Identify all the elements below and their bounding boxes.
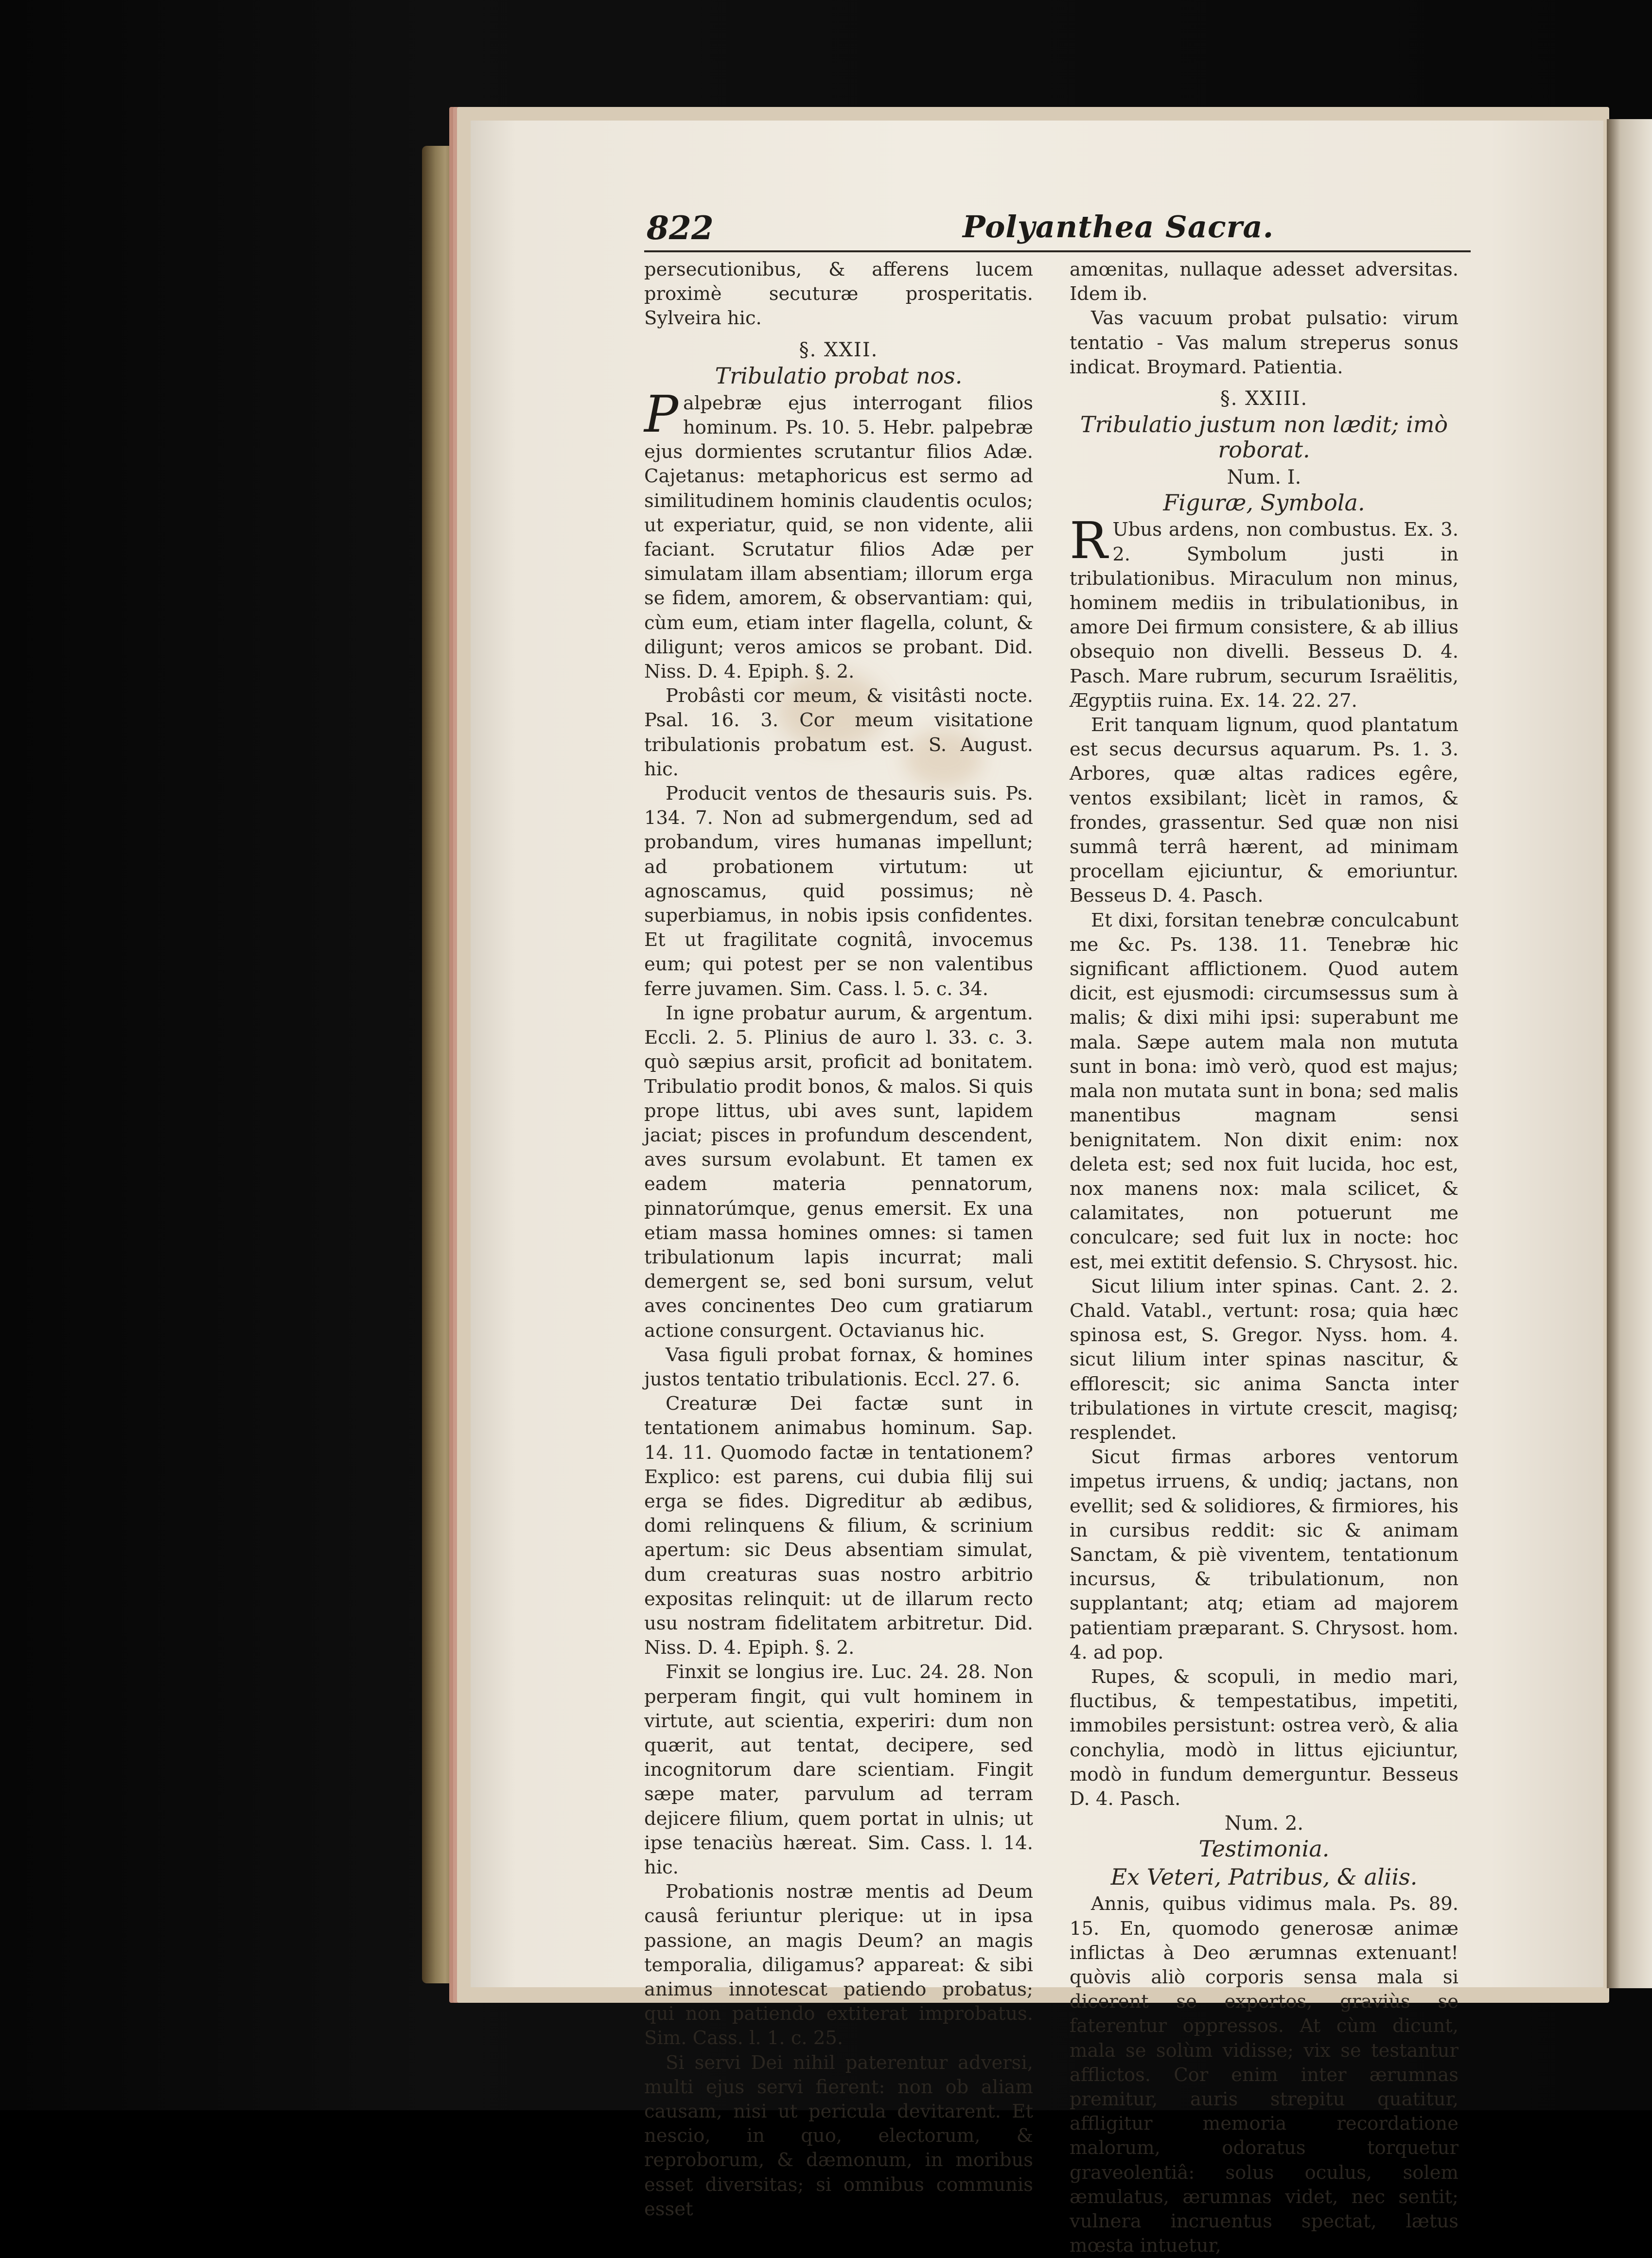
paragraph: Si servi Dei nihil paterentur adversi, multi ejus servi fierent: non ob aliam causam, nisi ut pericula devitarent. Et nescio, in quo, electorum, & reproborum, & dæmonum, in moribus esset diversitas; si omnibus communis esset: [644, 2051, 1033, 2220]
paragraph: Rupes, & scopuli, in medio mari, fluctibus, & tempestatibus, impetiti, immobiles persistunt: ostrea verò, & alia conchylia, modò in littus ejiciuntur, modò in fundum demerguntur. Besseus D. 4. Pasch.: [1070, 1665, 1459, 1810]
paragraph: Erit tanquam lignum, quod plantatum est secus decursus aquarum. Ps. 1. 3. Arbores, quæ altas radices egêre, ventos exsibilant; licèt in ramos, & frondes, grassentur. Sed quæ non nisi summâ terrâ hærent, ad minimam procellam ejiciuntur, & emoriuntur. Besseus D. 4. Pasch.: [1070, 714, 1459, 907]
paragraph: Vas vacuum probat pulsatio: virum tentatio - Vas malum streperus sonus indicat. Broymard. Patientia.: [1070, 307, 1459, 378]
paragraph-with-dropcap: [1070, 511, 1459, 713]
paragraph: Probationis nostræ mentis ad Deum causâ feriuntur plerique: ut in ipsa passione, an magis Deum? an magis temporalia, diligamus? appareat: & sibi animus innotescat patiendo probatus; qui non patiendo extiterat improbatus. Sim. Cass. l. 1. c. 25.: [644, 1881, 1033, 2049]
paragraph: Probâsti cor meum, & visitâsti nocte. Psal. 16. 3. Cor meum visitatione tribulationis probatum est. S. August. hic.: [644, 685, 1033, 780]
section-number: §. XXIII.: [1220, 387, 1308, 410]
page-header: [647, 209, 1473, 248]
page-number: 822: [647, 209, 714, 247]
section-number: §. XXII.: [799, 338, 879, 361]
drop-cap: R: [1070, 511, 1108, 571]
paragraph: In igne probatur aurum, & argentum. Eccli. 2. 5. Plinius de auro l. 33. c. 3. quò sæpius arsit, proficit ad bonitatem. Tribulatio prodit bonos, & malos. Si quis prope littus, ubi aves sunt, lapidem jaciat; pisces in profundum descendent, aves sursum evolabunt. Et tamen ex eadem materia pennatorum, pinnatorúmque, genus emersit. Ex una etiam massa homines omnes: si tamen tribulationum lapis incurrat; mali demergent se, sed boni sursum, velut aves concinentes Deo cum gratiarum actione consurgent. Octavianus hic.: [644, 1002, 1033, 1342]
paragraph: Finxit se longius ire. Luc. 24. 28. Non perperam fingit, qui vult hominem in virtute, aut scientia, experiri: dum non quærit, aut tentat, decipere, sed incognitorum dare scientiam. Fingit sæpe mater, parvulum ad terram dejicere filium, quem portat in ulnis; ut ipse tenaciùs hæreat. Sim. Cass. l. 14. hic.: [644, 1661, 1033, 1878]
paragraph: Creaturæ Dei factæ sunt in tentationem animabus hominum. Sap. 14. 11. Quomodo factæ in tentationem? Explico: est parens, cui dubia filij sui erga se fides. Digreditur ab ædibus, domi relinquens & filium, & scrinium apertum: sic Deus absentiam simulat, dum creaturas suas nostro arbitrio expositas relinquit: ut de illarum recto usu nostram fidelitatem arbitretur. Did. Niss. D. 4. Epiph. §. 2.: [644, 1393, 1033, 1659]
paragraph-text: Ubus ardens, non combustus. Ex. 3. 2. Symbolum justi in tribulationibus. Miraculum non minus, hominem mediis in tribulationibus, in amore Dei firmum consistere, & ab illius obsequio non divelli. Besseus D. 4. Pasch. Mare rubrum, securum Israëlitis, Ægyptiis ruina. Ex. 14. 22. 27.: [1070, 519, 1459, 712]
subsection-number: Num. I.: [1227, 466, 1301, 489]
paragraph: Et dixi, forsitan tenebræ conculcabunt me &c. Ps. 138. 11. Tenebræ hic significant afflictionem. Quod autem dicit, est ejusmodi: circumsessus sum à malis; & dixi mihi ipsi: superabunt me mala. Sæpe autem mala non mututa sunt in bona: imò verò, quod est majus; mala non mutata sunt in bona; sed malis manentibus magnam sensi benignitatem. Non dixit enim: nox deleta est; sed nox fuit lucida, hoc est, nox manens nox: mala scilicet, & calamitates, non potuerunt me conculcare; sed fuit lux in nocte: hoc est, mei extitit defensio. S. Chrysost. hic.: [1070, 909, 1459, 1273]
section-heading: Tribulatio probat nos.: [715, 362, 963, 389]
section-heading: Tribulatio justum non lædit; imò roborat.: [1080, 411, 1448, 463]
subsection-title: Figuræ, Symbola.: [1163, 490, 1365, 516]
left-column: [644, 258, 1033, 2222]
paragraph-with-dropcap: [644, 384, 1033, 684]
paragraph: Sicut firmas arbores ventorum impetus irruens, & undiq; jactans, non evellit; sed & solidiores, & firmiores, his in cursibus reddit: sic & animam Sanctam, & piè viventem, tentationum incursus, & tribulationum, non supplantant; atq; etiam ad majorem patientiam præparant. S. Chrysost. hom. 4. ad pop.: [1070, 1446, 1459, 1663]
paragraph: Producit ventos de thesauris suis. Ps. 134. 7. Non ad submergendum, sed ad probandum, vires humanas impellunt; ad probationem virtutum: ut agnoscamus, quid possimus; nè superbiamus, in nobis ipsis confidentes. Et ut fragilitate cognitâ, invocemus eum; qui potest per se non valentibus ferre juvamen. Sim. Cass. l. 5. c. 34.: [644, 783, 1033, 1000]
right-column: [1070, 258, 1459, 2258]
drop-cap: P: [644, 384, 678, 444]
running-title: Polyanthea Sacra.: [963, 209, 1274, 245]
paragraph: Vasa figuli probat fornax, & homines justos tentatio tribulationis. Eccl. 27. 6.: [644, 1344, 1033, 1390]
subsection-title: Testimonia.: [1198, 1836, 1330, 1862]
subsection-number: Num. 2.: [1224, 1812, 1304, 1835]
paragraph-text: alpebræ ejus interrogant filios hominum. Ps. 10. 5. Hebr. palpebræ ejus dormientes scrutantur filios Adæ. Cajetanus: metaphoricus est sermo ad similitudinem hominis claudentis oculos; ut experiatur, quid, se non vidente, alii faciant. Scrutatur filios Adæ per simulatam illam absentiam; illorum erga se fidem, amorem, & observantiam: qui, cùm eum, etiam inter flagella, colunt, & diligunt; veros amicos se probant. Did. Niss. D. 4. Epiph. §. 2.: [644, 392, 1033, 683]
paragraph: amœnitas, nullaque adesset adversitas. Idem ib.: [1070, 259, 1459, 305]
subsection-subtitle: Ex Veteri, Patribus, & aliis.: [1110, 1864, 1418, 1890]
paragraph: Sicut lilium inter spinas. Cant. 2. 2. Chald. Vatabl., vertunt: rosa; quia hæc spinosa est, S. Gregor. Nyss. hom. 4. sicut lilium inter spinas nascitur, & efflorescit; sic anima Sancta inter tribulationes in virtute crescit, magisq; resplendet.: [1070, 1275, 1459, 1444]
paragraph: persecutionibus, & afferens lucem proximè secuturæ prosperitatis. Sylveira hic.: [644, 259, 1033, 330]
book-spine: [422, 146, 461, 1983]
header-rule: [644, 250, 1471, 252]
facing-page-edge: [1607, 119, 1652, 1988]
paragraph: Annis, quibus vidimus mala. Ps. 89. 15. En, quomodo generosæ animæ inflictas à Deo ærumnas extenuant! quòvis aliò corporis sensa mala si dicerent se expertos, graviùs se faterentur oppressos. At cùm dicunt, mala se solùm vidisse; vix se testantur afflictos. Cor enim inter ærumnas premitur, auris strepitu quatitur, affligitur memoria recordatione malorum, odoratus torquetur graveolentiâ: solus oculus, solem æmulatus, ærumnas videt, nec sentit; vulnera incruentus spectat, lætus mœsta intuetur,: [1070, 1893, 1459, 2257]
